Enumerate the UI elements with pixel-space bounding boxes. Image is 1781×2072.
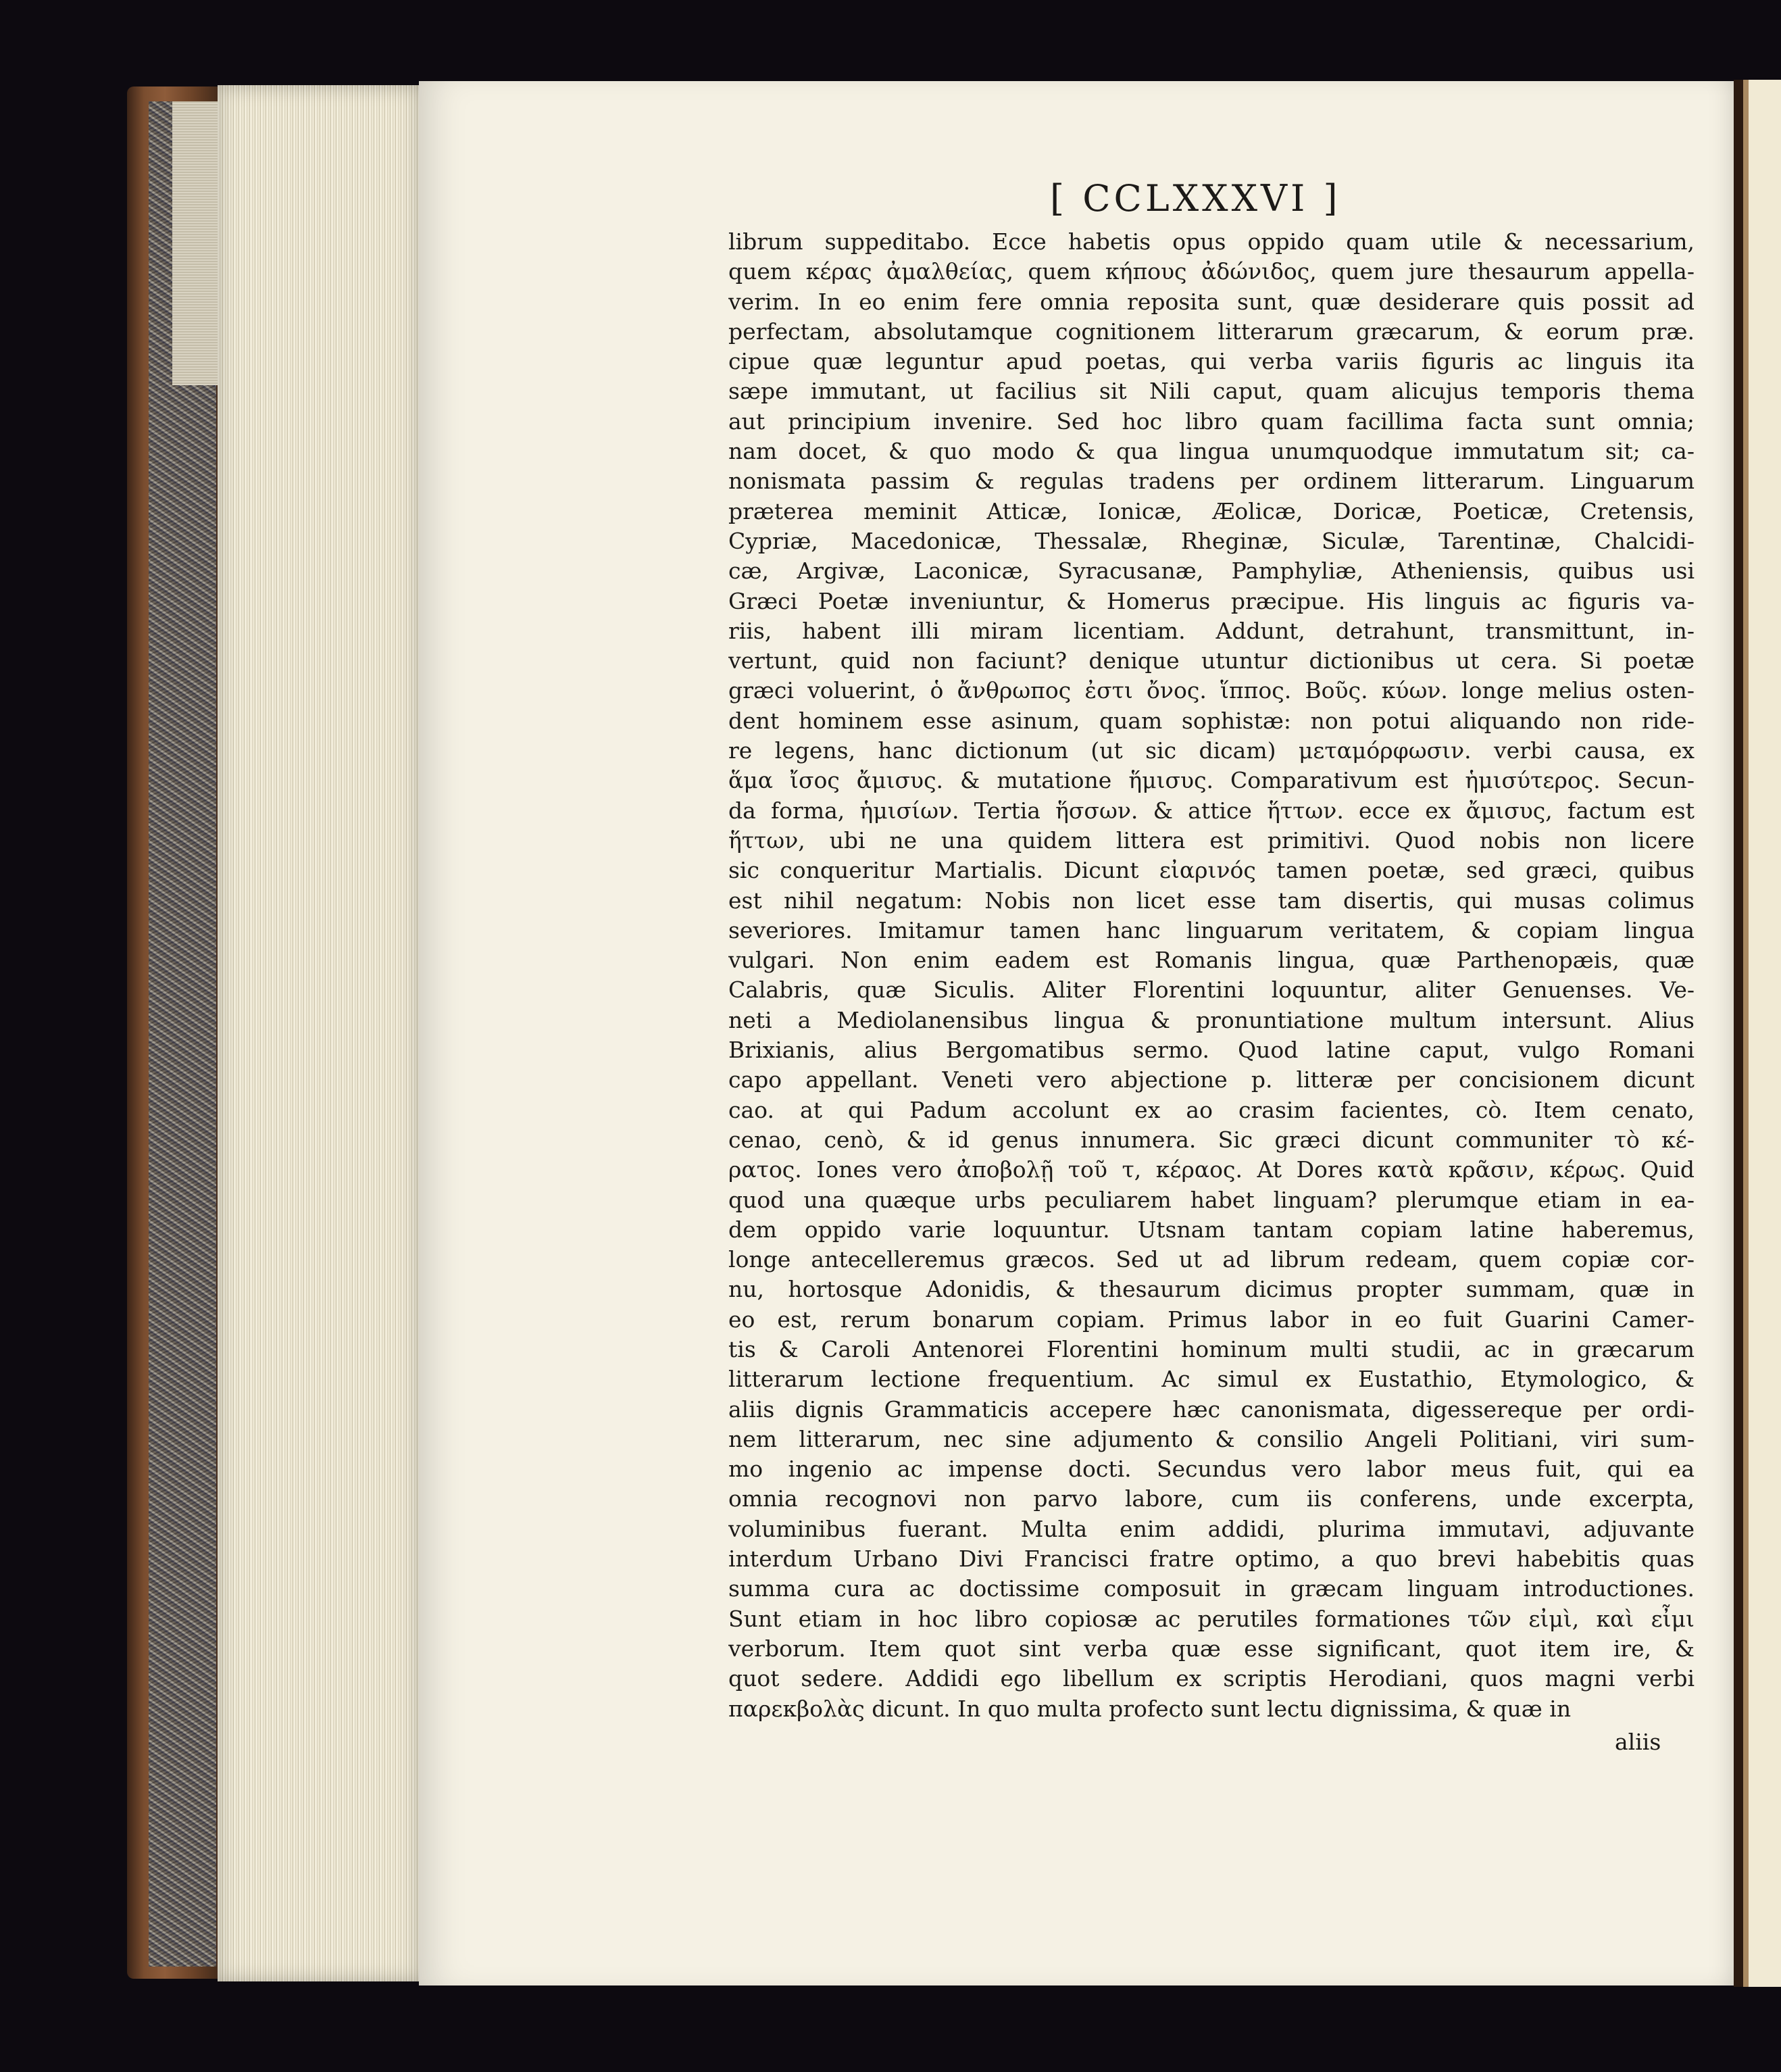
text-line: Sunt etiam in hoc libro copiosæ ac perutiles formationes τῶν εἰμὶ, καὶ εἶμι <box>728 1605 1695 1632</box>
text-line: riis, habent illi miram licentiam. Addunt, detrahunt, transmittunt, in- <box>728 617 1695 644</box>
text-line: vulgari. Non enim eadem est Romanis lingua, quæ Parthenopæis, quæ <box>728 947 1695 974</box>
text-line: ἥττων, ubi ne una quidem littera est primitivi. Quod nobis non licere <box>728 827 1695 854</box>
text-line: sic conqueritur Martialis. Dicunt εἰαρινός tamen poetæ, sed græci, quibus <box>728 857 1695 884</box>
text-line: perfectam, absolutamque cognitionem litterarum græcarum, & eorum præ. <box>728 318 1695 345</box>
text-line: interdum Urbano Divi Francisci fratre optimo, a quo brevi habebitis quas <box>728 1546 1695 1573</box>
text-line: Calabris, quæ Siculis. Aliter Florentini loquuntur, aliter Genuenses. Ve- <box>728 977 1695 1004</box>
text-line: quod una quæque urbs peculiarem habet linguam? plerumque etiam in ea- <box>728 1186 1695 1213</box>
text-line: tis & Caroli Antenorei Florentini hominum multi studii, ac in græcarum <box>728 1335 1695 1362</box>
text-line: longe antecelleremus græcos. Sed ut ad librum redeam, quem copiæ cor- <box>728 1246 1695 1273</box>
text-line: Brixianis, alius Bergomatibus sermo. Quod latine caput, vulgo Romani <box>728 1037 1695 1064</box>
text-line: sæpe immutant, ut facilius sit Nili caput, quam alicujus temporis thema <box>728 378 1695 405</box>
text-line: eo est, rerum bonarum copiam. Primus labor in eo fuit Guarini Camer- <box>728 1306 1695 1333</box>
text-line: da forma, ἡμισίων. Tertia ἥσσων. & attice ἥττων. ecce ex ἄμισυς, factum est <box>728 797 1695 824</box>
page-number-heading: [ CCLXXXVI ] <box>1050 177 1341 220</box>
text-line: nem litterarum, nec sine adjumento & consilio Angeli Politiani, viri sum- <box>728 1425 1695 1452</box>
text-line: aliis dignis Grammaticis accepere hæc canonismata, digessereque per ordi- <box>728 1396 1695 1423</box>
text-line: cao. at qui Padum accolunt ex ao crasim facientes, cò. Item cenato, <box>728 1096 1695 1123</box>
catchword: aliis <box>1615 1729 1661 1755</box>
text-line: nu, hortosque Adonidis, & thesaurum dicimus propter summam, quæ in <box>728 1276 1695 1303</box>
text-line: dent hominem esse asinum, quam sophistæ: non potui aliquando non ride- <box>728 707 1695 734</box>
text-line: voluminibus fuerant. Multa enim addidi, plurima immutavi, adjuvante <box>728 1515 1695 1542</box>
text-line: cenao, cenò, & id genus innumera. Sic græci dicunt communiter τὸ κέ- <box>728 1126 1695 1153</box>
adjacent-page-edge <box>1734 80 1781 1987</box>
text-line: παρεκβολὰς dicunt. In quo multa profecto sunt lectu dignissima, & quæ in <box>728 1695 1572 1722</box>
text-line: vertunt, quid non faciunt? denique utuntur dictionibus ut cera. Si poetæ <box>728 647 1695 674</box>
text-line: summa cura ac doctissime composuit in græcam linguam introductiones. <box>728 1575 1695 1602</box>
text-line: Græci Poetæ inveniuntur, & Homerus præcipue. His linguis ac figuris va- <box>728 587 1695 614</box>
text-line: ἅμα ἴσος ἄμισυς. & mutatione ἥμισυς. Comparativum est ἡμισύτερος. Secun- <box>728 767 1695 794</box>
text-line: severiores. Imitamur tamen hanc linguarum veritatem, & copiam lingua <box>728 916 1695 943</box>
text-line: dem oppido varie loquuntur. Utsnam tantam copiam latine haberemus, <box>728 1216 1695 1243</box>
text-line: librum suppeditabo. Ecce habetis opus oppido quam utile & necessarium, <box>728 228 1695 255</box>
text-line: verborum. Item quot sint verba quæ esse significant, quot item ire, & <box>728 1635 1695 1662</box>
text-line: aut principium invenire. Sed hoc libro quam facillima facta sunt omnia; <box>728 408 1695 435</box>
text-line: Cypriæ, Macedonicæ, Thessalæ, Rheginæ, Siculæ, Tarentinæ, Chalcidi- <box>728 527 1695 554</box>
text-line: ρατος. Iones vero ἀποβολῇ τοῦ τ, κέραος. At Dores κατὰ κρᾶσιν, κέρως. Quid <box>728 1156 1695 1183</box>
text-line: cipue quæ leguntur apud poetas, qui verba variis figuris ac linguis ita <box>728 348 1695 375</box>
text-line: verim. In eo enim fere omnia reposita sunt, quæ desiderare quis possit ad <box>728 288 1695 315</box>
text-line: capo appellant. Veneti vero abjectione p. litteræ per concisionem dicunt <box>728 1066 1695 1093</box>
text-line: litterarum lectione frequentium. Ac simul ex Eustathio, Etymologico, & <box>728 1366 1695 1393</box>
text-line: quot sedere. Addidi ego libellum ex scriptis Herodiani, quos magni verbi <box>728 1665 1695 1692</box>
text-line: mo ingenio ac impense docti. Secundus vero labor meus fuit, qui ea <box>728 1456 1695 1483</box>
text-line: re legens, hanc dictionum (ut sic dicam) μεταμόρφωσιν. verbi causa, ex <box>728 737 1695 764</box>
text-line: quem κέρας ἀμαλθείας, quem κήπους ἀδώνιδος, quem jure thesaurum appella- <box>728 258 1695 285</box>
text-line: omnia recognovi non parvo labore, cum iis conferens, unde excerpta, <box>728 1485 1695 1512</box>
page-block-edges <box>218 85 420 1981</box>
text-line: cæ, Argivæ, Laconicæ, Syracusanæ, Pamphyliæ, Atheniensis, quibus usi <box>728 558 1695 585</box>
text-line: nam docet, & quo modo & qua lingua unumquodque immutatum sit; ca- <box>728 438 1695 465</box>
body-text <box>728 227 1695 1724</box>
text-line: nonismata passim & regulas tradens per ordinem litterarum. Linguarum <box>728 468 1695 495</box>
text-line: est nihil negatum: Nobis non licet esse tam disertis, qui musas colimus <box>728 887 1695 914</box>
page-stack-top <box>172 101 220 385</box>
text-line: neti a Mediolanensibus lingua & pronuntiatione multum intersunt. Alius <box>728 1006 1695 1033</box>
text-line: præterea meminit Atticæ, Ionicæ, Æolicæ, Doricæ, Poeticæ, Cretensis, <box>728 497 1695 524</box>
text-line: græci voluerint, ὁ ἄνθρωπος ἐστι ὄνος. ἵππος. Βοῦς. κύων. longe melius osten- <box>728 677 1695 704</box>
